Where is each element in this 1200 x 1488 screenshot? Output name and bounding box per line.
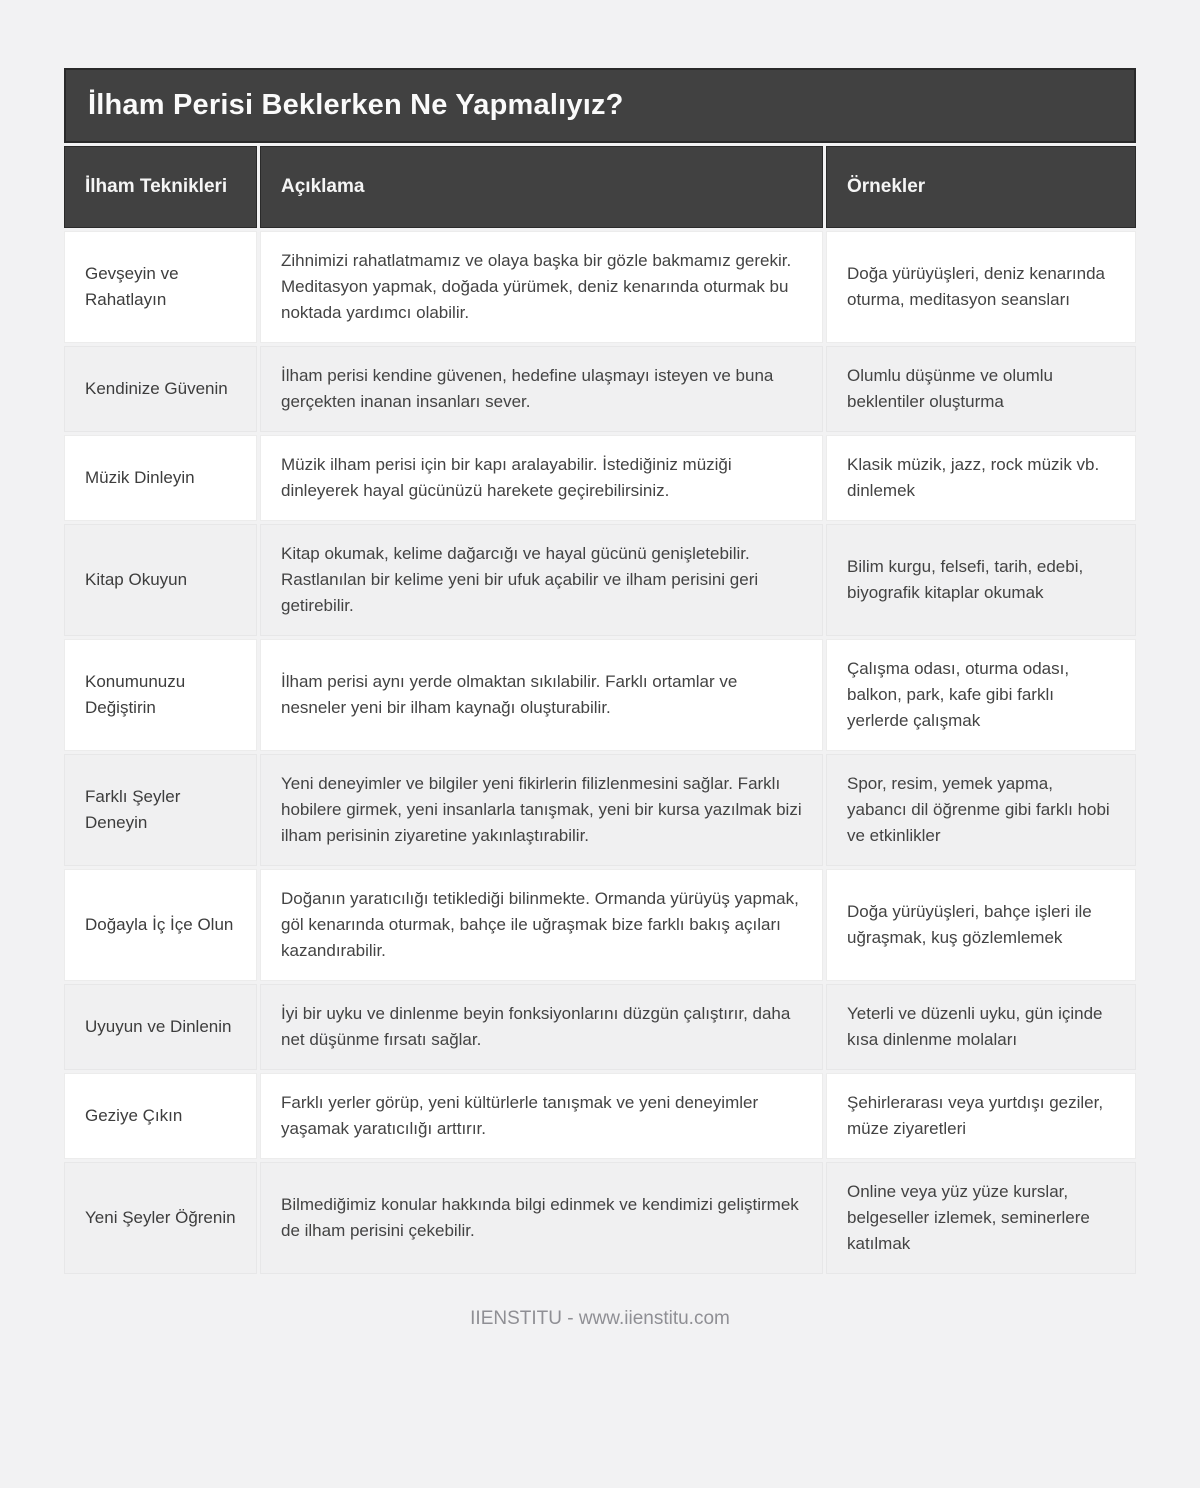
table-cell-description: Doğanın yaratıcılığı tetiklediği bilinmekte. Ormanda yürüyüş yapmak, göl kenarında oturmak, bahçe ile uğraşmak bize farklı bakış açıları kazandırabilir. [260, 869, 823, 981]
table-cell-description: Yeni deneyimler ve bilgiler yeni fikirlerin filizlenmesini sağlar. Farklı hobilere girmek, yeni insanlarla tanışmak, yeni bir kursa yazılmak bizi ilham perisinin ziyaretine yakınlaştırabilir. [260, 754, 823, 866]
table-cell-examples: Doğa yürüyüşleri, bahçe işleri ile uğraşmak, kuş gözlemlemek [826, 869, 1136, 981]
table-cell-technique: Konumunuzu Değiştirin [64, 639, 257, 751]
table-cell-description: İlham perisi kendine güvenen, hedefine ulaşmayı isteyen ve buna gerçekten inanan insanları sever. [260, 346, 823, 432]
table-cell-technique: Doğayla İç İçe Olun [64, 869, 257, 981]
table-cell-examples: Şehirlerarası veya yurtdışı geziler, müze ziyaretleri [826, 1073, 1136, 1159]
table-cell-technique: Geziye Çıkın [64, 1073, 257, 1159]
table-cell-description: İlham perisi aynı yerde olmaktan sıkılabilir. Farklı ortamlar ve nesneler yeni bir ilham kaynağı oluşturabilir. [260, 639, 823, 751]
column-header-examples: Örnekler [826, 146, 1136, 228]
table-cell-description: İyi bir uyku ve dinlenme beyin fonksiyonlarını düzgün çalıştırır, daha net düşünme fırsatı sağlar. [260, 984, 823, 1070]
table-cell-technique: Kitap Okuyun [64, 524, 257, 636]
table-cell-examples: Olumlu düşünme ve olumlu beklentiler oluşturma [826, 346, 1136, 432]
table-cell-description: Müzik ilham perisi için bir kapı aralayabilir. İstediğiniz müziği dinleyerek hayal gücünüzü harekete geçirebilirsiniz. [260, 435, 823, 521]
table-cell-examples: Online veya yüz yüze kurslar, belgeseller izlemek, seminerlere katılmak [826, 1162, 1136, 1274]
column-header-description: Açıklama [260, 146, 823, 228]
table-cell-technique: Yeni Şeyler Öğrenin [64, 1162, 257, 1274]
table-cell-description: Zihnimizi rahatlatmamız ve olaya başka bir gözle bakmamız gerekir. Meditasyon yapmak, doğada yürümek, deniz kenarında oturmak bu noktada yardımcı olabilir. [260, 231, 823, 343]
table-cell-technique: Kendinize Güvenin [64, 346, 257, 432]
table-cell-examples: Yeterli ve düzenli uyku, gün içinde kısa dinlenme molaları [826, 984, 1136, 1070]
table-cell-examples: Çalışma odası, oturma odası, balkon, park, kafe gibi farklı yerlerde çalışmak [826, 639, 1136, 751]
column-header-techniques: İlham Teknikleri [64, 146, 257, 228]
table-cell-description: Kitap okumak, kelime dağarcığı ve hayal gücünü genişletebilir. Rastlanılan bir kelime yeni bir ufuk açabilir ve ilham perisini geri getirebilir. [260, 524, 823, 636]
inspiration-table-card [64, 68, 1136, 1330]
table-cell-description: Bilmediğimiz konular hakkında bilgi edinmek ve kendimizi geliştirmek de ilham perisini çekebilir. [260, 1162, 823, 1274]
table-cell-technique: Farklı Şeyler Deneyin [64, 754, 257, 866]
table-cell-examples: Bilim kurgu, felsefi, tarih, edebi, biyografik kitaplar okumak [826, 524, 1136, 636]
table-cell-technique: Müzik Dinleyin [64, 435, 257, 521]
table-cell-examples: Doğa yürüyüşleri, deniz kenarında oturma, meditasyon seansları [826, 231, 1136, 343]
table-cell-description: Farklı yerler görüp, yeni kültürlerle tanışmak ve yeni deneyimler yaşamak yaratıcılığı arttırır. [260, 1073, 823, 1159]
table-cell-examples: Spor, resim, yemek yapma, yabancı dil öğrenme gibi farklı hobi ve etkinlikler [826, 754, 1136, 866]
inspiration-table [64, 146, 1136, 1274]
table-cell-technique: Gevşeyin ve Rahatlayın [64, 231, 257, 343]
page-title: İlham Perisi Beklerken Ne Yapmalıyız? [64, 68, 1136, 143]
table-cell-examples: Klasik müzik, jazz, rock müzik vb. dinlemek [826, 435, 1136, 521]
table-cell-technique: Uyuyun ve Dinlenin [64, 984, 257, 1070]
footer-credit: IIENSTITU - www.iienstitu.com [470, 1308, 730, 1329]
